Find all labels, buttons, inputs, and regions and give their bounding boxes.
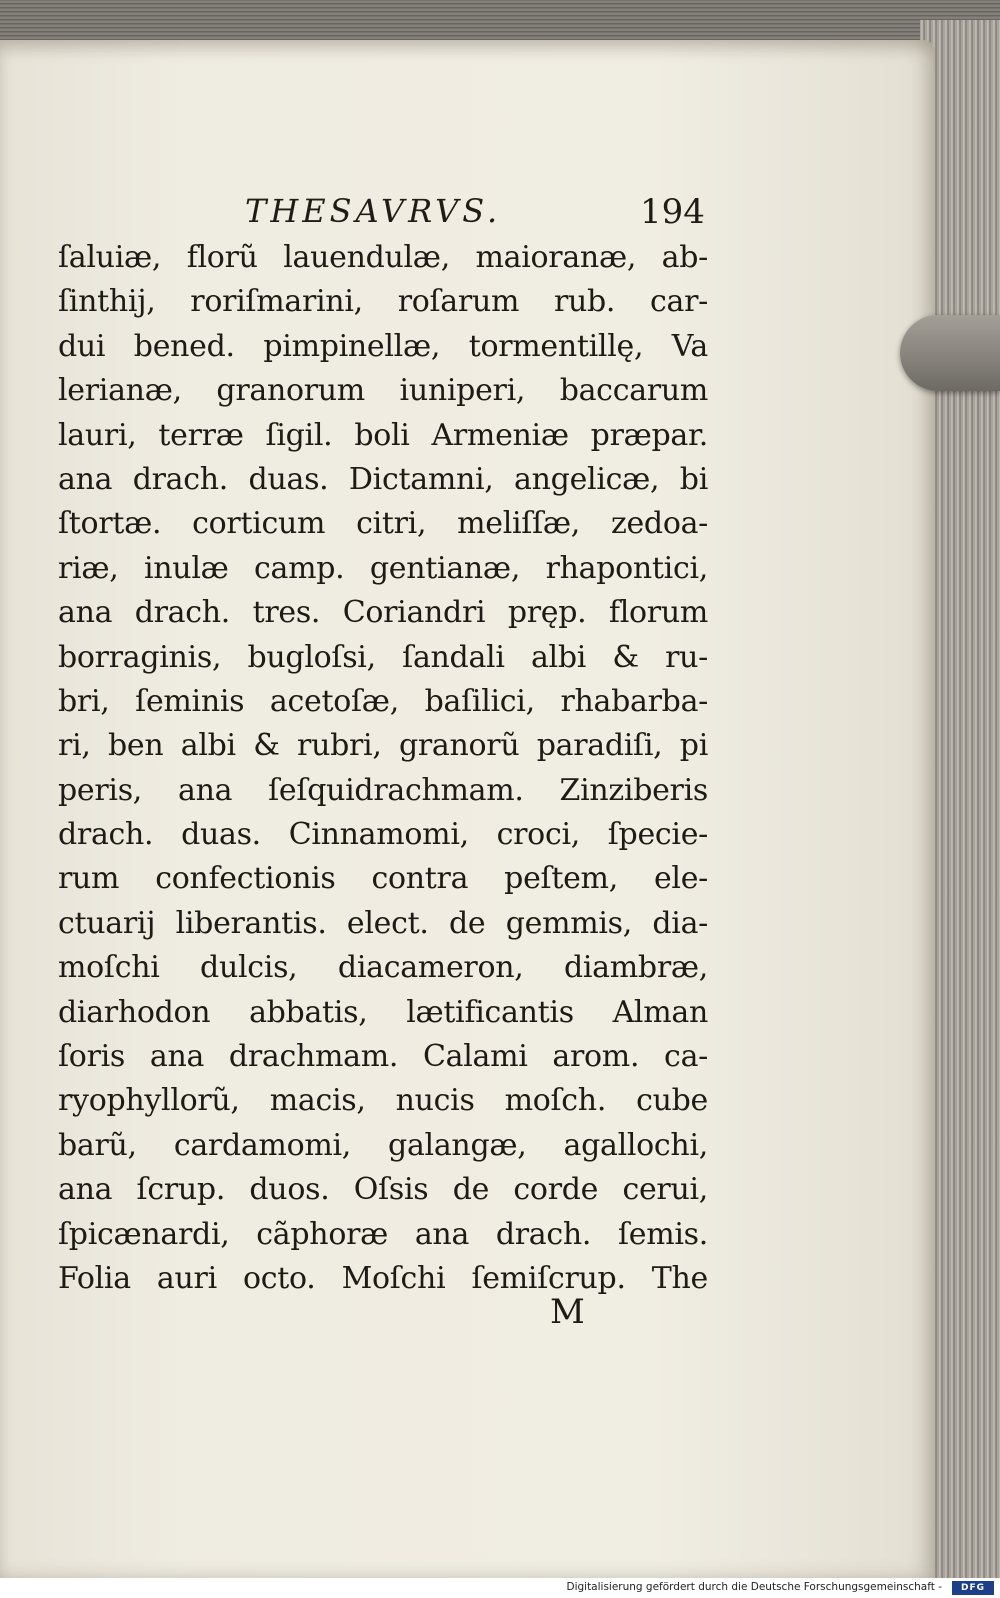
signature-mark: M: [550, 1292, 585, 1332]
text-line: drach. duas. Cinnamomi, croci, ſpecie-: [58, 817, 708, 853]
running-title: THESAVRVS.: [245, 192, 502, 230]
page-number: 194: [640, 192, 705, 232]
text-line: lerianæ, granorum iuniperi, baccarum: [58, 373, 708, 409]
footer-bar: [0, 1578, 1000, 1598]
book-page: [0, 40, 935, 1578]
text-line: moſchi dulcis, diacameron, diambræ,: [58, 950, 708, 986]
text-line: diarhodon abbatis, lætificantis Alman: [58, 994, 708, 1030]
text-line: dui bened. pimpinellæ, tormentillę, Va: [58, 328, 708, 364]
text-line: ſaluiæ, florũ lauendulæ, maioranæ, ab-: [58, 240, 708, 275]
text-line: ryophyllorũ, macis, nucis moſch. cube: [58, 1083, 708, 1119]
text-line: ri, ben albi & rubri, granorũ paradiſi, pi: [58, 728, 708, 764]
dfg-logo: DFG: [952, 1581, 994, 1595]
text-line: ſpicænardi, cãphoræ ana drach. ſemis.: [58, 1216, 708, 1252]
text-line: ctuarij liberantis. elect. de gemmis, dia-: [58, 905, 708, 941]
text-line: bri, ſeminis acetoſæ, baſilici, rhabarba-: [58, 683, 708, 719]
text-line: Folia auri octo. Moſchi ſemiſcrup. The: [58, 1260, 708, 1296]
text-line: riæ, inulæ camp. gentianæ, rhapontici,: [58, 550, 708, 586]
text-line: borraginis, bugloſsi, ſandali albi & ru-: [58, 639, 708, 675]
text-block: [58, 236, 708, 1301]
footer-credit: Digitalisierung gefördert durch die Deutsche Forschungsgemeinschaft -: [566, 1581, 942, 1593]
running-head: [0, 192, 935, 232]
text-line: lauri, terræ ſigil. boli Armeniæ præpar.: [58, 417, 708, 453]
text-line: ſtortæ. corticum citri, meliſſæ, zedoa-: [58, 506, 708, 542]
text-line: barũ, cardamomi, galangæ, agallochi,: [58, 1127, 708, 1163]
text-line: ſinthij, roriſmarini, roſarum rub. car-: [58, 284, 708, 320]
text-line: ana drach. tres. Coriandri pręp. florum: [58, 595, 708, 631]
page-clip: [900, 315, 1000, 391]
text-line: ana ſcrup. duos. Oſsis de corde cerui,: [58, 1172, 708, 1208]
text-line: ana drach. duas. Dictamni, angelicæ, bi: [58, 461, 708, 497]
text-line: ſoris ana drachmam. Calami arom. ca-: [58, 1039, 708, 1075]
text-line: peris, ana ſeſquidrachmam. Zinziberis: [58, 772, 708, 808]
text-line: rum confectionis contra peſtem, ele-: [58, 861, 708, 897]
